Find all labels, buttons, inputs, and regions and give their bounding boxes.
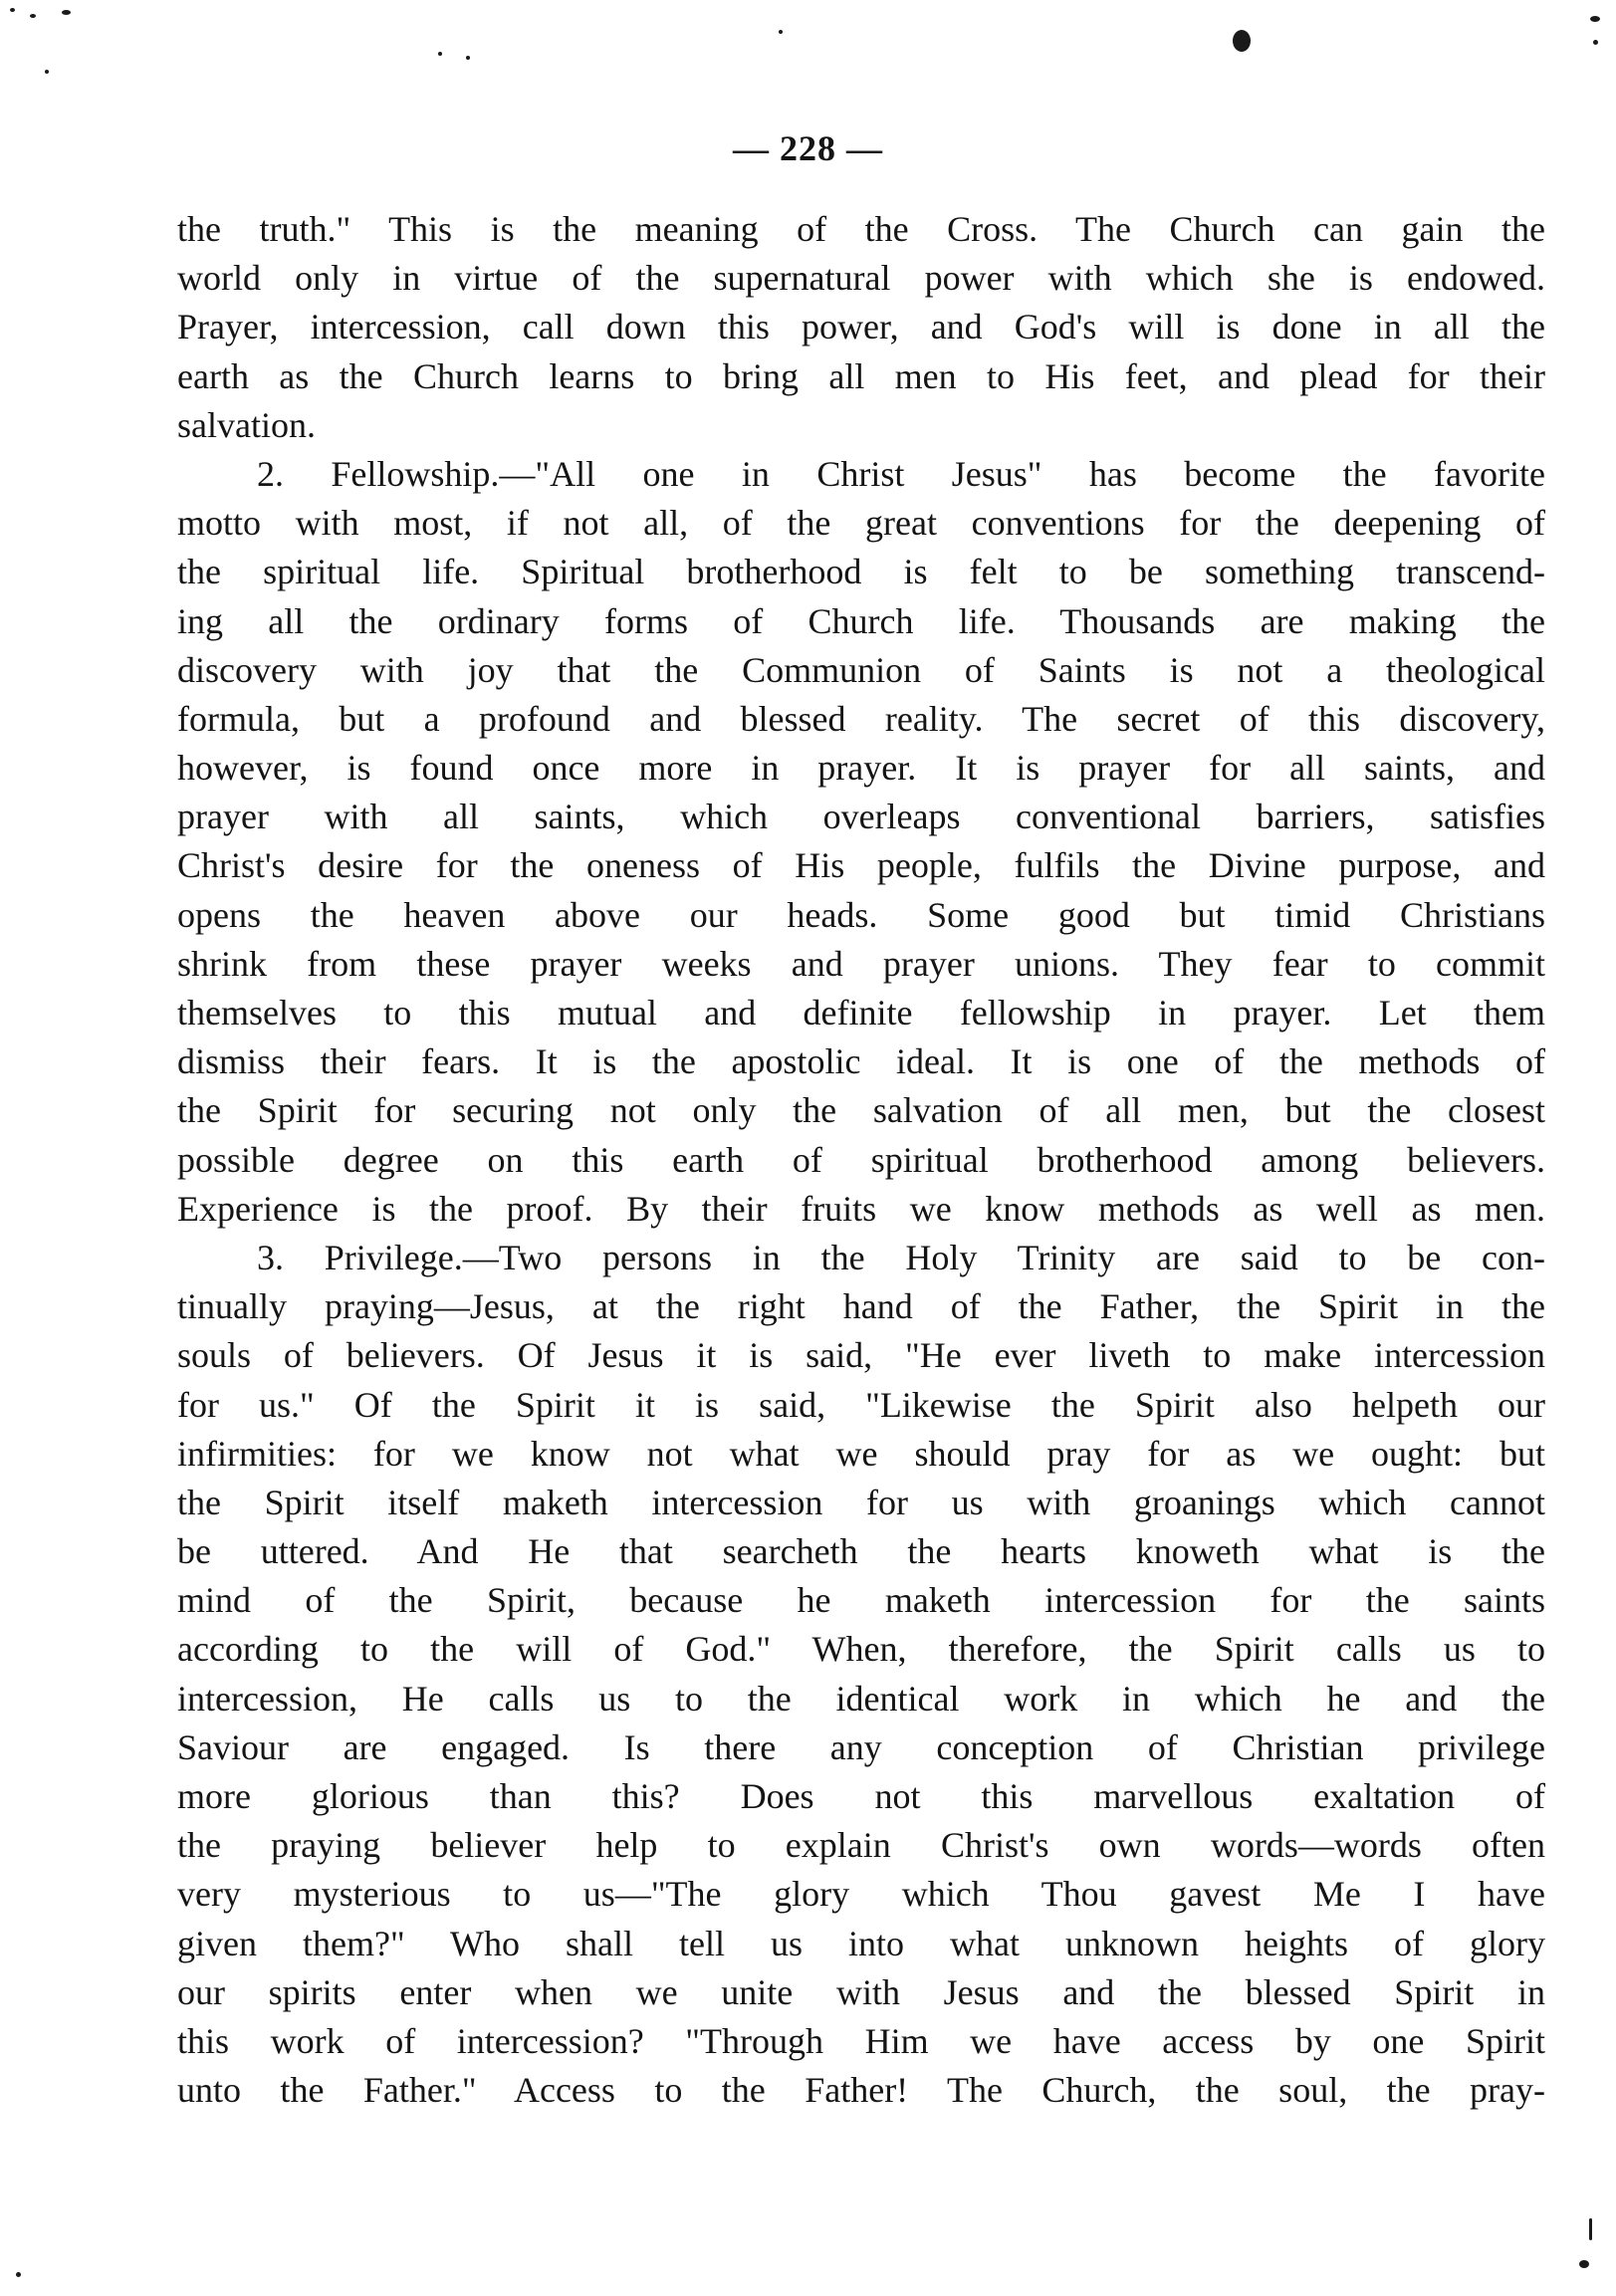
text-line: opens the heaven above our heads. Some good but timid Christians — [177, 894, 1545, 935]
text-line: given them?" Who shall tell us into what unknown heights of glory — [177, 1923, 1545, 1963]
scan-speck — [30, 14, 36, 18]
text-line: motto with most, if not all, of the great conventions for the deepening of — [177, 503, 1545, 544]
text-line: possible degree on this earth of spiritual brotherhood among believers. — [177, 1139, 1545, 1180]
text-line: formula, but a profound and blessed reality. The secret of this discovery, — [177, 698, 1545, 739]
text-line: Christ's desire for the oneness of His people, fulfils the Divine purpose, and — [177, 845, 1545, 886]
ink-dot — [1233, 30, 1251, 52]
text-line: Experience is the proof. By their fruits we know methods as well as men. — [177, 1188, 1545, 1229]
text-line: souls of believers. Of Jesus it is said, "He ever liveth to make intercession — [177, 1335, 1545, 1376]
text-line: Prayer, intercession, call down this power, and God's will is done in all the — [177, 307, 1545, 347]
scan-speck — [779, 30, 783, 34]
text-line: for us." Of the Spirit it is said, "Likewise the Spirit also helpeth our — [177, 1384, 1545, 1425]
text-line: very mysterious to us—"The glory which Thou gavest Me I have — [177, 1874, 1545, 1915]
text-line: 2. Fellowship.—"All one in Christ Jesus" has become the favorite — [257, 453, 1545, 494]
text-line: dismiss their fears. It is the apostolic ideal. It is one of the methods of — [177, 1041, 1545, 1082]
body-text — [177, 205, 1545, 2115]
text-line: world only in virtue of the supernatural power with which she is endowed. — [177, 258, 1545, 299]
scan-speck — [466, 56, 470, 60]
text-line: prayer with all saints, which overleaps conventional barriers, satisfies — [177, 797, 1545, 837]
text-line: shrink from these prayer weeks and prayer unions. They fear to commit — [177, 943, 1545, 984]
scan-speck — [10, 8, 15, 12]
text-line: however, is found once more in prayer. It is prayer for all saints, and — [177, 748, 1545, 789]
text-line: salvation. — [177, 404, 316, 445]
text-line: themselves to this mutual and definite fellowship in prayer. Let them — [177, 993, 1545, 1033]
scan-speck — [62, 10, 71, 15]
text-line: unto the Father." Access to the Father! The Church, the soul, the pray- — [177, 2070, 1545, 2111]
text-line: earth as the Church learns to bring all men to His feet, and plead for their — [177, 355, 1545, 396]
text-line: 3. Privilege.—Two persons in the Holy Trinity are said to be con- — [257, 1237, 1545, 1277]
scan-speck — [438, 52, 442, 56]
scan-speck — [1579, 2260, 1589, 2268]
scan-speck — [1593, 40, 1598, 45]
text-line: tinually praying—Jesus, at the right hand of the Father, the Spirit in the — [177, 1286, 1545, 1327]
text-line: according to the will of God." When, therefore, the Spirit calls us to — [177, 1629, 1545, 1670]
text-line: discovery with joy that the Communion of Saints is not a theological — [177, 649, 1545, 690]
text-line: more glorious than this? Does not this marvellous exaltation of — [177, 1776, 1545, 1816]
text-line: this work of intercession? "Through Him we have access by one Spirit — [177, 2020, 1545, 2061]
text-line: the spiritual life. Spiritual brotherhood is felt to be something transcend- — [177, 552, 1545, 592]
page-number: — 228 — — [733, 128, 883, 168]
scan-speck — [45, 70, 49, 74]
text-line: be uttered. And He that searcheth the hearts knoweth what is the — [177, 1531, 1545, 1572]
text-line: ing all the ordinary forms of Church life. Thousands are making the — [177, 600, 1545, 641]
text-line: mind of the Spirit, because he maketh intercession for the saints — [177, 1580, 1545, 1621]
scan-speck — [1590, 16, 1600, 22]
text-line: Saviour are engaged. Is there any conception of Christian privilege — [177, 1726, 1545, 1767]
text-line: the truth." This is the meaning of the Cross. The Church can gain the — [177, 209, 1545, 249]
text-line: our spirits enter when we unite with Jesus and the blessed Spirit in — [177, 1971, 1545, 2012]
text-line: intercession, He calls us to the identical work in which he and the — [177, 1678, 1545, 1719]
text-line: the Spirit for securing not only the salvation of all men, but the closest — [177, 1090, 1545, 1131]
scan-speck — [1589, 2218, 1592, 2240]
text-line: the praying believer help to explain Christ's own words—words often — [177, 1825, 1545, 1866]
text-line: the Spirit itself maketh intercession for us with groanings which cannot — [177, 1482, 1545, 1522]
text-line: infirmities: for we know not what we should pray for as we ought: but — [177, 1433, 1545, 1474]
scan-speck — [16, 2272, 21, 2277]
